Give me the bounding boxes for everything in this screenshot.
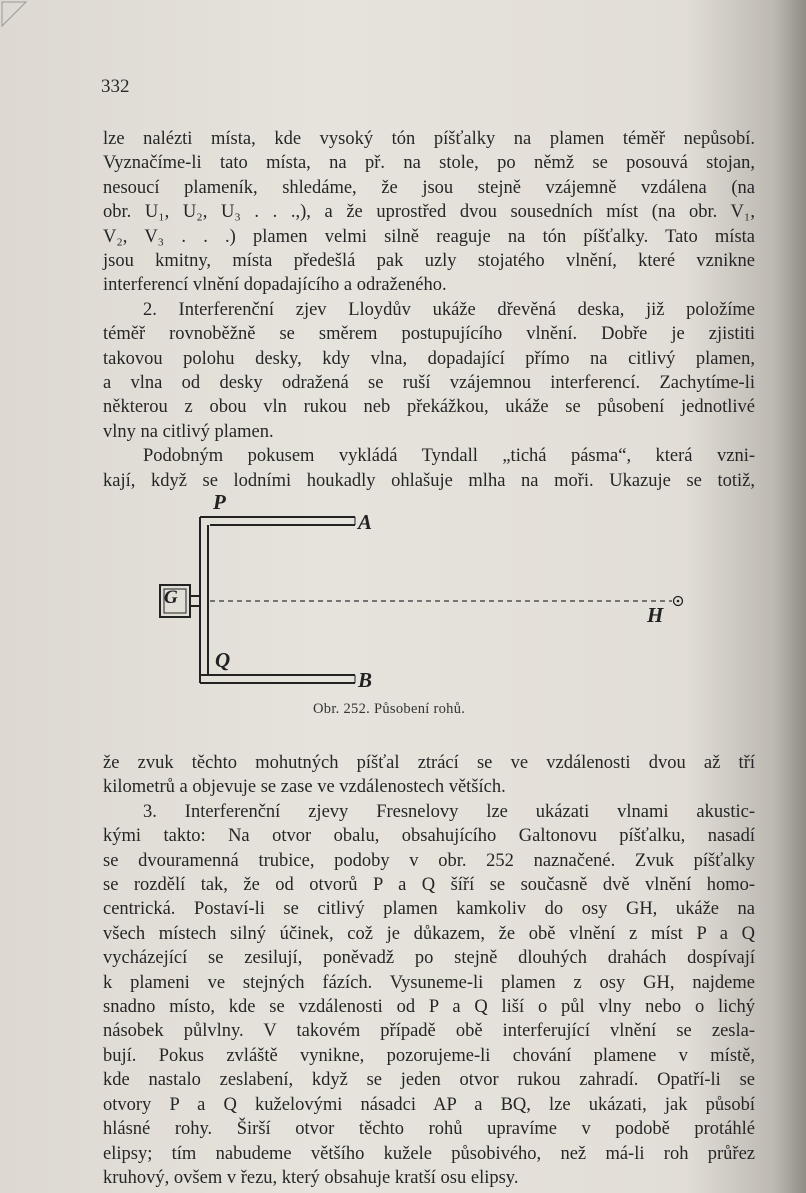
- page-number: 332: [101, 76, 130, 97]
- label-b: B: [358, 668, 373, 692]
- text-block-bottom: [103, 751, 755, 1190]
- text-line: některou z obou vln rukou neb překážkou, ukáže se působení jednotlivé: [103, 397, 755, 418]
- text-block-top: [103, 127, 755, 493]
- text-line: interferencí vlnění dopadajícího a odraženého.: [103, 275, 447, 296]
- text-line: elipsy; tím nabudeme většího kužele působivého, než má-li roh průřez: [103, 1143, 755, 1164]
- text-line: takovou polohu desky, kdy vlna, dopadající přímo na citlivý plamen,: [103, 348, 755, 369]
- label-g: G: [164, 587, 178, 608]
- text-line: se dvouramenná trubice, podoby v obr. 252 naznačené. Zvuk píšťalky: [103, 850, 755, 871]
- text-line: a vlna od desky odražená se ruší vzájemnou interferencí. Zachytíme-li: [103, 373, 755, 394]
- text-line: vycházející se zesilují, poněvadž po stejně dlouhých drahách dospívají: [103, 948, 755, 969]
- text-line: centrická. Postaví-li se citlivý plamen kamkoliv do osy GH, ukáže na: [103, 899, 755, 920]
- label-p: P: [213, 490, 226, 514]
- text-line: že zvuk těchto mohutných píšťal ztrácí se ve vzdálenosti dvou až tří: [103, 753, 755, 773]
- text-line: kde nastalo zeslabení, když se jeden otvor rukou zahradí. Opatří-li se: [103, 1070, 755, 1091]
- text-line: Podobným pokusem vykládá Tyndall „tichá pásma“, která vzni-: [143, 446, 755, 467]
- text-line: se rozdělí tak, že od otvorů P a Q šíří se současně dvě vlnění homo-: [103, 875, 755, 896]
- figure-252: [150, 488, 710, 728]
- text-line: Vyznačíme-li tato místa, na př. na stole, po němž se posouvá stojan,: [103, 153, 755, 174]
- text-line: obr. U₁, U₂, U₃ . . .,), a že uprostřed dvou sousedních míst (na obr. V₁,: [103, 202, 755, 223]
- text-line: násobek půlvlny. V takovém případě obě interferující vlnění se zesla-: [103, 1021, 755, 1042]
- horn-diagram: [150, 488, 710, 698]
- label-h: H: [647, 603, 664, 627]
- text-line: nesoucí plameník, shledáme, že jsou stejně vzájemně vzdálena (na: [103, 177, 755, 198]
- page-corner-fold: [0, 0, 30, 30]
- label-a: A: [358, 510, 373, 534]
- figure-caption: Obr. 252. Působení rohů.: [313, 701, 466, 717]
- label-q: Q: [215, 648, 231, 672]
- text-line: všech místech silný účinek, což je důkazem, že obě vlnění z míst P a Q: [103, 923, 755, 944]
- text-line: kruhový, ovšem v řezu, který obsahuje kratší osu elipsy.: [103, 1167, 519, 1188]
- text-line: jsou kmitny, místa předešlá pak uzly stojatého vlnění, které vznikne: [103, 251, 755, 272]
- text-line: bují. Pokus zvláště vynikne, pozorujeme-li chování plamene v místě,: [103, 1045, 755, 1066]
- text-line: lze nalézti místa, kde vysoký tón píšťalky na plamen téměř nepůsobí.: [103, 129, 755, 149]
- text-line: hlásné rohy. Širší otvor těchto rohů upravíme v podobě protáhlé: [103, 1119, 755, 1140]
- text-line: k plameni ve stejných fázích. Vysuneme-li plamen z osy GH, najdeme: [103, 972, 755, 993]
- text-line: 2. Interferenční zjev Lloydův ukáže dřevěná deska, již položíme: [143, 299, 755, 320]
- text-line: kilometrů a objevuje se zase ve vzdálenostech větších.: [103, 777, 506, 798]
- text-line: vlny na citlivý plamen.: [103, 421, 274, 442]
- text-line: otvory P a Q kuželovými násadci AP a BQ, lze ukázati, jak působí: [103, 1094, 755, 1115]
- text-line: V₂, V₃ . . .) plamen velmi silně reaguje na tón píšťalky. Tato místa: [103, 226, 755, 247]
- text-line: 3. Interferenční zjevy Fresnelovy lze ukázati vlnami akustic-: [143, 801, 755, 822]
- text-line: téměř rovnoběžně se směrem postupujícího vlnění. Dobře je zjistiti: [103, 324, 755, 345]
- text-line: snadno místo, kde se vzdálenosti od P a Q liší o půl vlny nebo o lichý: [103, 997, 755, 1018]
- text-line: kými takto: Na otvor obalu, obsahujícího Galtonovu píšťalku, nasadí: [103, 826, 755, 847]
- text-line: kají, když se lodními houkadly ohlašuje mlha na moři. Ukazuje se totiž,: [103, 470, 755, 491]
